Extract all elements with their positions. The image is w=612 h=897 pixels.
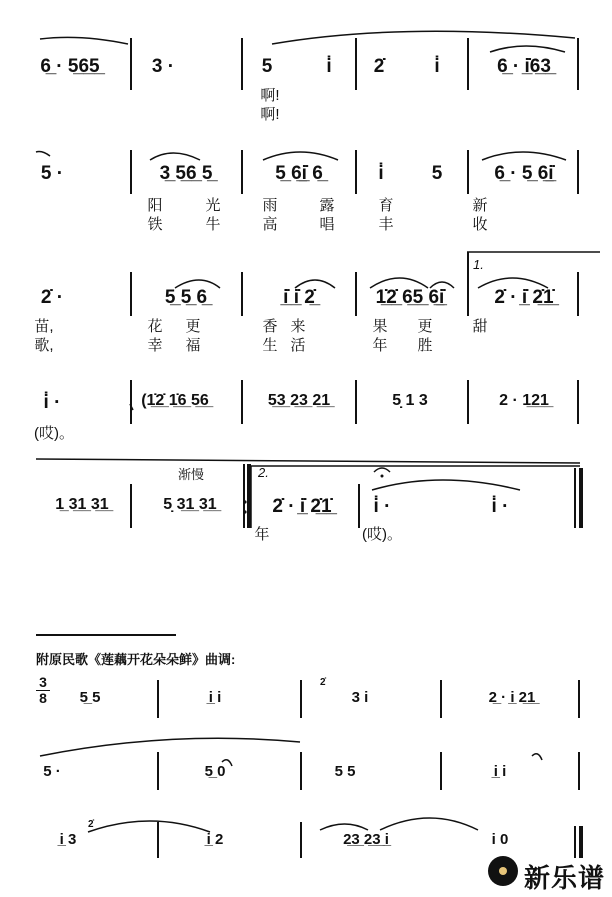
note-group: i̇ · (373, 496, 391, 517)
separator-rule (36, 634, 176, 636)
slur (380, 818, 478, 830)
note-group: 2̲ · i̲ 2̲1̲ (488, 689, 536, 706)
note-group: i̇ · (43, 392, 61, 413)
barline (130, 38, 132, 90)
note-group: 5 · (40, 163, 64, 184)
lyric-text: 福 (185, 337, 201, 354)
lyric-text: 幸 (147, 337, 163, 354)
barline (578, 752, 580, 790)
tempo-mark: 渐慢 (178, 467, 205, 482)
barline (241, 38, 243, 90)
barline (577, 272, 579, 316)
note-group: 1̲̇2̲̇ 6̲5̲ 6̲i̲̇ (375, 287, 445, 308)
note-group: 6̲ · 5̲ 6̲i̲̇ (494, 163, 554, 184)
note-group: 6̲ · 5̲6̲5̲ (40, 56, 100, 77)
barline (130, 380, 132, 424)
note-group: i̲ 2 (206, 831, 224, 848)
note-group: i̲̇ i̲̇ 2̲̇ (283, 287, 315, 308)
note-group: 5̣ 1 3 (392, 392, 428, 409)
barline (355, 38, 357, 90)
slur (40, 738, 300, 756)
barline (241, 272, 243, 316)
slur (272, 31, 575, 44)
volta-1-label: 1. (473, 257, 484, 272)
lyric-text: 香 (262, 318, 278, 335)
note-group: 5̲ 5̲ 6̲ (164, 287, 208, 308)
slur (490, 46, 565, 52)
note-group: 2̇ · i̲̇ 2̲̇1̲̇ (272, 496, 332, 517)
barline (577, 38, 579, 90)
lyric-text: 胜 (417, 337, 433, 354)
barline (355, 380, 357, 424)
slur (482, 152, 566, 160)
slur (372, 480, 520, 490)
lyric-text: 活 (290, 337, 306, 354)
note-group: 3 i (351, 689, 369, 706)
note-group: 5 5 (334, 763, 356, 780)
note-group: 2̇ · (40, 287, 64, 308)
lyric-text: 雨 (262, 197, 278, 214)
note-group: 5 (431, 163, 443, 184)
barline (467, 252, 469, 316)
lyric-text: 年 (372, 337, 388, 354)
site-logo (488, 854, 606, 894)
note-group: 5̲ 5 (79, 689, 101, 706)
lyric-text: 果 (372, 318, 388, 335)
note-group: 2 · 1̲2̲1̲ (499, 392, 549, 409)
barline (300, 822, 302, 858)
barline (157, 680, 159, 718)
barline (358, 484, 360, 528)
note-group: (1̲̇2̲̇ 1̲̇6̲ 5̲6̲ (141, 392, 209, 409)
note-group: 5̲ 0 (204, 763, 226, 780)
note-group: 2̇ · i̲̇ 2̲̇1̲̇ (494, 287, 554, 308)
lyric-text: 更 (417, 318, 433, 335)
lyric-text: 阳 (147, 197, 163, 214)
repeat-end-barline (243, 464, 245, 528)
lyric-text: 生 (262, 337, 278, 354)
slur (150, 153, 200, 160)
barline (355, 272, 357, 316)
barline (578, 680, 580, 718)
note-group: i̇ (434, 56, 440, 77)
lyric-text: 更 (185, 318, 201, 335)
grace-note: 2̇ (320, 677, 326, 688)
barline (241, 150, 243, 194)
barline (355, 150, 357, 194)
logo-text: 新乐谱 (524, 864, 606, 894)
lyric-text: 歌, (34, 337, 54, 354)
barline (157, 752, 159, 790)
appendix-caption: 附原民歌《莲藕开花朵朵鲜》曲调: (36, 652, 236, 667)
note-group: 6̲ · i̲̇6̲3̲ (497, 56, 551, 77)
note-group: 5̲3̲ 2̲3̲ 2̲1̲ (267, 392, 331, 409)
fermata-dot (381, 475, 384, 478)
note-group: 1̲ 3̲1̲ 3̲1̲ (55, 496, 109, 513)
note-group: i̇ · (491, 496, 509, 517)
lyric-text: 新 (472, 197, 488, 214)
record-icon (488, 856, 518, 886)
lyric-text: 收 (472, 216, 488, 233)
slur (88, 821, 210, 832)
note-group: i̲ 3 (59, 831, 77, 848)
time-signature (36, 676, 50, 705)
barline (577, 380, 579, 424)
barline (300, 752, 302, 790)
note-group: i̲ i (493, 763, 507, 780)
lyric-text: 铁 (147, 216, 163, 233)
lyric-text: 花 (147, 318, 163, 335)
lyric-text: (哎)。 (362, 526, 402, 543)
note-group: 2̇ (373, 56, 385, 77)
barline (577, 150, 579, 194)
barline (300, 680, 302, 718)
lyric-text: 露 (319, 197, 335, 214)
lyric-text: 高 (262, 216, 278, 233)
note-group: i̇ (378, 163, 384, 184)
repeat-end-barline-thick (247, 464, 251, 528)
note-group: 5̲ 6̲i̲̇ 6̲ (275, 163, 323, 184)
meter-top: 3 (39, 674, 47, 690)
barline (467, 38, 469, 90)
lyric-text: 育 (378, 197, 394, 214)
lyric-text: 啊! (260, 87, 280, 104)
final-barline (574, 468, 576, 528)
barline (440, 752, 442, 790)
slur (40, 37, 128, 44)
note-group: 5̣ 3̲1̲ 3̲1̲ (163, 496, 217, 513)
final-barline-thick (579, 468, 583, 528)
note-group: i 0 (491, 831, 509, 848)
slur (36, 152, 50, 157)
meter-bottom: 8 (39, 690, 47, 706)
lyric-text: 甜 (472, 318, 488, 335)
lyric-text: 唱 (319, 216, 335, 233)
note-group: 3̲ 5̲6̲ 5̲ (159, 163, 213, 184)
rule (36, 459, 580, 463)
lyric-text: 苗, (34, 318, 54, 335)
barline (130, 150, 132, 194)
barline (157, 822, 159, 858)
note-group: i̇ (326, 56, 332, 77)
fermata (374, 468, 390, 472)
barline (130, 272, 132, 316)
note-group: 5 (261, 56, 273, 77)
note-group: 5 · (43, 763, 61, 780)
lyric-text: 年 (254, 526, 270, 543)
note-group: 2̲3̲ 2̲3̲ i̲ (343, 831, 389, 848)
barline (467, 150, 469, 194)
slur (263, 152, 338, 160)
lyric-text: (哎)。 (34, 425, 74, 442)
slur (320, 824, 368, 830)
note-group: i̲ i (208, 689, 222, 706)
lyric-text: 光 (205, 197, 221, 214)
barline (241, 380, 243, 424)
volta-2-label: 2. (258, 465, 269, 480)
barline (440, 680, 442, 718)
breath-mark (532, 754, 542, 760)
barline (130, 484, 132, 528)
lyric-text: 来 (290, 318, 306, 335)
barline (467, 380, 469, 424)
lyric-text: 牛 (205, 216, 221, 233)
note-group: 3 · (151, 56, 175, 77)
lyric-text: 丰 (378, 216, 394, 233)
grace-note: 2̇ (88, 819, 94, 830)
lyric-text: 啊! (260, 106, 280, 123)
